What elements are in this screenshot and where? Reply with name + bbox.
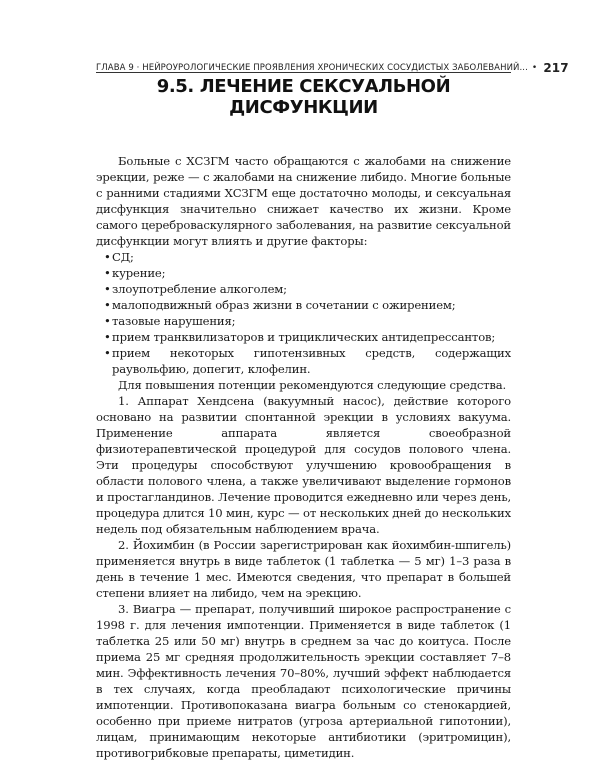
list-item: • прием транквилизаторов и трициклических антидепрессантов; (104, 329, 511, 345)
list-item: • прием некоторых гипотензивных средств, содержащих раувольфию, допегит, клофелин. (104, 345, 511, 377)
chapter-title: ГЛАВА 9 · НЕЙРОУРОЛОГИЧЕСКИЕ ПРОЯВЛЕНИЯ ХРОНИЧЕСКИХ СОСУДИСТЫХ ЗАБОЛЕВАНИЙ... (96, 63, 528, 73)
list-item: • злоупотребление алкоголем; (104, 281, 511, 297)
factors-list (96, 249, 511, 377)
list-item: • тазовые нарушения; (104, 313, 511, 329)
section-title: 9.5. ЛЕЧЕНИЕ СЕКСУАЛЬНОЙ ДИСФУНКЦИИ (156, 76, 451, 118)
header-rule (96, 72, 511, 73)
remedy-paragraph: 1. Аппарат Хендсена (вакуумный насос), действие которого основано на развитии спонтанной эрекции в условиях вакуума. Применение аппарата является своеобразной физиотерапевтической процедурой для сосудов полового члена. Эти процедуры способствуют улучшению кровообращения в области полового члена, а также увеличивают выделение гормонов и простагландинов. Лечение проводится ежедневно или через день, процедура длится 10 мин, курс — от нескольких дней до нескольких недель под обязательным наблюдением врача. (96, 394, 512, 536)
list-item: • курение; (104, 265, 511, 281)
remedy-paragraph: 3. Виагра — препарат, получивший широкое распространение с 1998 г. для лечения импотенции. Применяется в виде таблеток (1 таблетка 25 или 50 мг) внутрь в среднем за час до коитуса. После приема 25 мг средняя продолжительность эрекции составляет 7–8 мин. Эффективность лечения 70–80%, лучший эффект наблюдается в тех случаях, когда преобладают психологические причины импотенции. Противопоказана виагра больным со стенокардией, особенно при приеме нитратов (угроза артериальной гипотонии), лицам, принимающим некоторые антибиотики (эритромицин), противогрибковые препараты, циметидин. (96, 602, 511, 760)
body-text (96, 153, 511, 761)
intro-paragraph: Больные с ХСЗГМ часто обращаются с жалобами на снижение эрекции, реже — с жалобами на снижение либидо. Многие больные с ранними стадиями ХСЗГМ еще достаточно молоды, и сексуальная дисфункция значительно снижает качество их жизни. Кроме самого цереброваскулярного заболевания, на развитие сексуальной дисфункции могут влиять и другие факторы: (96, 154, 511, 248)
header-bullet: • (531, 63, 538, 73)
page-number: 217 (543, 61, 569, 75)
remedy-paragraph: 2. Йохимбин (в России зарегистрирован как йохимбин-шпигель) применяется внутрь в виде таблеток (1 таблетка — 5 мг) 1–3 раза в день в течение 1 мес. Имеются сведения, что препарат в большей степени влияет на либидо, чем на эрекцию. (96, 538, 511, 600)
list-item: • СД; (104, 249, 511, 265)
list-item: • малоподвижный образ жизни в сочетании с ожирением; (104, 297, 511, 313)
remedies-intro: Для повышения потенции рекомендуются следующие средства. (118, 378, 507, 392)
